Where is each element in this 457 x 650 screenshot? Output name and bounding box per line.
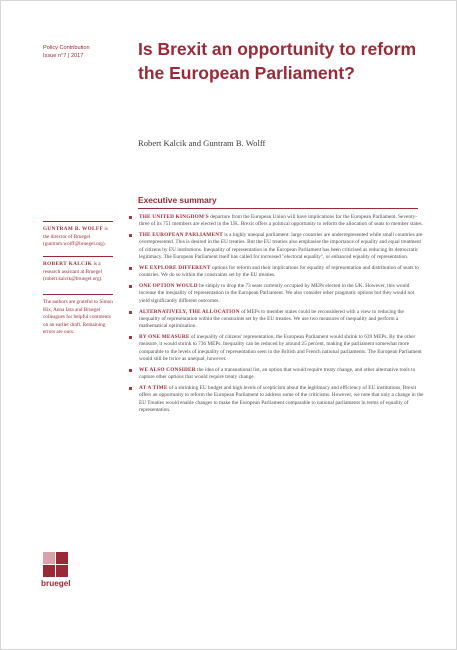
- bullet-icon: [129, 234, 132, 237]
- acknowledgements: [43, 294, 113, 337]
- list-item: [129, 309, 425, 331]
- bullet-text: of inequality of citizens' representation, the European Parliament would shrink to 639 MEPs. By the other measure, it would shrink to 736 MEPs. Inequality can be reduced by around 25 percent, making the parliament somewhat more comparable to the levels of inequality of representation seen in the British and French national parliaments. The European Parliament would still be twice as unequal, however.: [139, 334, 422, 363]
- bullet-icon: [129, 285, 132, 288]
- bullet-icon: [129, 387, 132, 390]
- list-item: [129, 214, 425, 229]
- series-label: [43, 44, 103, 60]
- logo-wordmark: bruegel: [41, 579, 71, 588]
- logo-square: [56, 552, 68, 564]
- bruegel-logo-icon: [43, 552, 69, 578]
- bullet-icon: [129, 216, 132, 219]
- list-item: [129, 283, 425, 305]
- bullet-text: be simply to drop the 73 seats currently occupied by MEPs elected in the UK. However, this would increase the inequality of representation in the European Parliament. We also consider other pragmatic options but they would not yield significantly different outcomes.: [139, 283, 415, 304]
- bullet-text: is a highly unequal parliament: large countries are underrepresented while small countries are overrepresented. This is desired in the EU treaties. But the EU treaties also emphasise the importance of equality and equal treatment of citizens by EU institutions. Inequality of representation in the European Parliament has been criticised as reducing its democratic legitimacy. The European Parliament itself has called for increased "electoral equality", or enhanced equality of representation.: [139, 232, 423, 261]
- divider: [43, 221, 113, 222]
- list-item: [129, 367, 425, 382]
- bullet-lead: THE EUROPEAN PARLIAMENT: [139, 232, 223, 239]
- bullet-lead: BY ONE MEASURE: [139, 334, 190, 341]
- author-bio-text: is the director of Bruegel (guntram.wolff@bruegel.org).: [43, 226, 108, 248]
- bullet-lead: WE EXPLORE DIFFERENT: [139, 264, 211, 271]
- bullet-text: departure from the European Union will have implications for the European Parliament. Seventy-three of its 751 members are elected in the UK. Brexit offers a political opportunity to reform the allocation of seats to member states.: [139, 214, 423, 228]
- bullet-lead: AT A TIME: [139, 385, 168, 392]
- author-name: GUNTRAM B. WOLFF: [43, 226, 104, 232]
- bullet-lead: ONE OPTION WOULD: [139, 283, 198, 290]
- logo-square: [56, 565, 68, 577]
- list-item: [129, 232, 425, 261]
- bullet-lead: ALTERNATIVELY, THE ALLOCATION: [139, 308, 240, 315]
- bullet-icon: [129, 267, 132, 270]
- logo-square: [43, 565, 55, 577]
- bullet-text: of a shrinking EU budget and high levels of scepticism about the legitimacy and efficiency of EU institutions, Brexit offers an opportunity to reform the European Parliament to address some of the criticisms. However, we note that only a change in the EU Treaties would enable changes to make the European Parliament comparable to national parliaments in terms of equality of representation.: [139, 385, 424, 413]
- acknowledgements-text: The authors are grateful to Simon Hix, Anna Iara and Bruegel colleagues for helpful comments on an earlier draft. Remaining errors are ours.: [43, 299, 113, 336]
- series-name: Policy Contribution: [43, 45, 90, 51]
- bullet-icon: [129, 311, 132, 314]
- bullet-icon: [129, 336, 132, 339]
- bullet-icon: [129, 369, 132, 372]
- list-item: [129, 334, 425, 363]
- summary-list: [129, 214, 425, 418]
- list-item: [129, 265, 425, 280]
- divider: [43, 256, 113, 257]
- bullet-text: the idea of a transnational list, an option that would require treaty change, and other alternative tools to capture other options that would require treaty change.: [139, 366, 416, 381]
- section-divider: [138, 208, 418, 209]
- bullet-lead: WE ALSO CONSIDER: [139, 366, 196, 373]
- author-bio-kalcik: [43, 256, 113, 284]
- divider: [43, 294, 113, 295]
- authors-line: Robert Kalcik and Guntram B. Wolff: [138, 138, 266, 148]
- page-title: Is Brexit an opportunity to reform the European Parliament?: [138, 39, 417, 83]
- author-bio-text: is a research assistant at Bruegel (robert.kalcik@bruegel.org).: [43, 261, 103, 283]
- bullet-lead: THE UNITED KINGDOM'S: [139, 214, 209, 220]
- logo-square-light: [43, 552, 55, 564]
- author-name: ROBERT KALCIK: [43, 261, 93, 267]
- bullet-text: of MEPs to member states could be reconsidered with a view to reducing the inequality of representation within the constraints set by the EU treaties. We use two measures of inequality and perform a mathematical optimisation.: [139, 308, 404, 330]
- section-heading: Executive summary: [138, 195, 217, 205]
- author-bio-wolff: [43, 221, 113, 249]
- list-item: [129, 385, 425, 414]
- bullet-text: options for reform and their implications for equality of representation and distribution of seats to countries. We do so within the constraints set by the EU treaties.: [139, 264, 419, 279]
- issue-number: Issue n°7 | 2017: [43, 53, 84, 59]
